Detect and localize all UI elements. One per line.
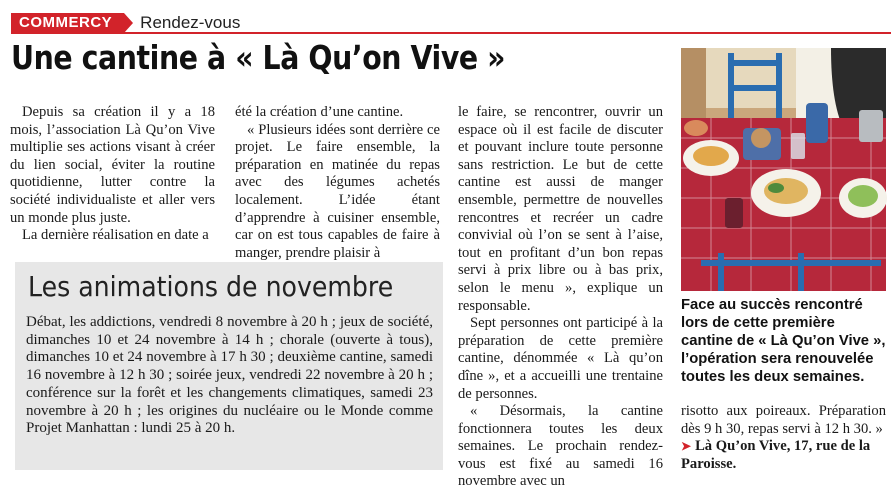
headline: Une cantine à « Là Qu’on Vive » — [11, 38, 506, 77]
article-column-4 — [681, 403, 886, 438]
rubric-tag: COMMERCY — [11, 13, 124, 33]
address-line — [681, 438, 886, 473]
box-title: Les animations de novembre — [28, 270, 394, 303]
paragraph: été la création d’une cantine. — [235, 104, 404, 120]
photo-illustration — [681, 48, 886, 291]
article-column-3 — [458, 104, 663, 491]
address-text: Là Qu’on Vive, 17, rue de la Paroisse. — [681, 438, 871, 472]
photo-caption: Face au succès rencontré lors de cette première cantine de « Là Qu’on Vive », l’opération sera renouvelée toutes les deux semaines. — [681, 297, 886, 385]
paragraph: « Désormais, la cantine fonctionnera toutes les deux semaines. Le prochain rendez-vous est fixé au samedi 16 novembre avec un — [458, 403, 663, 490]
paragraph: risotto aux poireaux. Préparation dès 9 h 30, repas servi à 12 h 30. » — [681, 403, 886, 437]
paragraph: le faire, se rencontrer, ouvrir un espace où il est facile de discuter et pouvant inclure toute personne sans restriction. Le but de cette cantine est aussi de manger ensemble, permettre de nouvelles rencontres et recréer un cadre convivial où l’on se sent à l’aise, tout en profitant d’un bon repas servi à prix libre ou à bas prix, selon le menu », explique un responsable. — [458, 104, 663, 314]
animations-box — [15, 262, 443, 470]
rubric-header — [11, 12, 240, 34]
rubric-divider — [11, 32, 891, 34]
article-column-1 — [10, 104, 215, 245]
paragraph: Depuis sa création il y a 18 mois, l’association Là Qu’on Vive multiplie ses actions visant à créer du lien social, éviter la routine quotidienne, lutter contre la société individualiste et aller vers un monde plus juste. — [10, 104, 215, 226]
paragraph: La dernière réalisation en date a — [22, 227, 209, 244]
rubric-subtitle: Rendez-vous — [140, 13, 241, 32]
article-photo — [681, 48, 886, 291]
box-text: Débat, les addictions, vendredi 8 novembre à 20 h ; jeux de société, dimanches 10 et 24 novembre à 14 h ; chorale (ouverte à tous), dimanches 10 et 24 novembre à 17 h 30 ; deuxième cantine, samedi 16 novembre à 12 h 30 ; soirée jeux, vendredi 22 novembre à 20 h ; conférence sur la forêt et les changements climatiques, samedi 23 novembre à 20 h ; les origines du nucléaire ou le Monde comme Projet Manhattan : lundi 25 à 20 h. — [26, 314, 433, 437]
article-column-2 — [235, 104, 440, 262]
paragraph: Sept personnes ont participé à la préparation de cette première cantine, dénommée « Là qu’on dîne », et a accueilli une trentaine de personnes. — [458, 315, 663, 402]
arrow-icon: ➤ — [681, 439, 692, 453]
paragraph: « Plusieurs idées sont derrière ce projet. Le faire ensemble, la préparation en matinée du repas avec des légumes achetés localement. L’idée étant d’apprendre à cuisiner ensemble, car on est tous capables de faire à manger, prendre plaisir à — [235, 121, 440, 261]
